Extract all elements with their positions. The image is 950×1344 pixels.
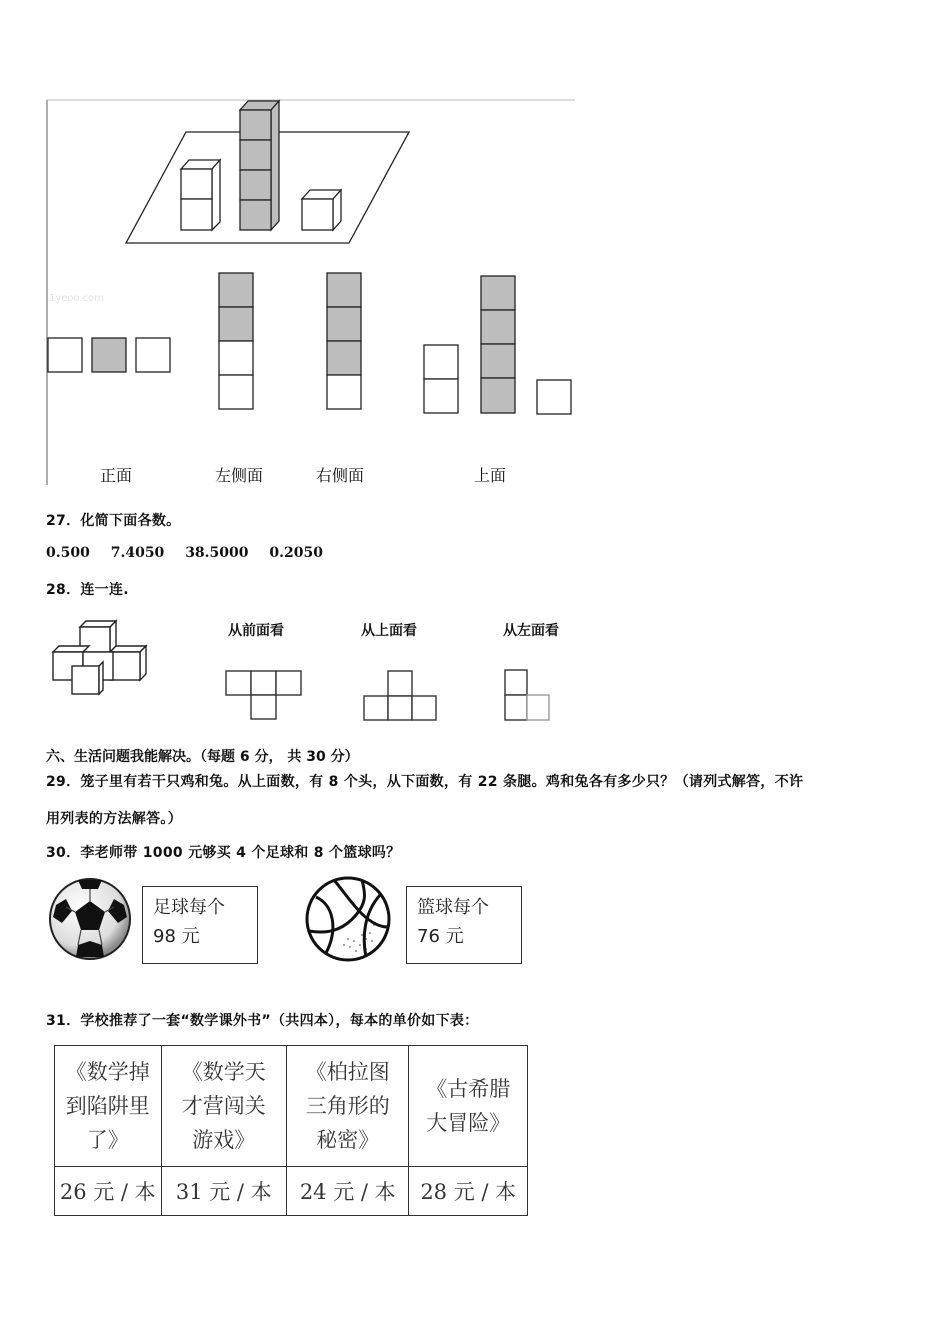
book-price-cell: 28 元 / 本: [409, 1167, 528, 1216]
basketball-icon: [304, 875, 392, 963]
book-title-line: 《数学掉: [65, 1060, 150, 1084]
book-title-line: 游戏》: [192, 1128, 256, 1152]
book-title-line: 到陷阱里: [65, 1094, 150, 1118]
view-left-side: [219, 273, 253, 409]
basketball-price-line2: 76 元: [417, 926, 464, 947]
q27-number: 0.500: [46, 545, 90, 561]
view-label-front: 正面: [100, 466, 133, 485]
q28-label-left: 从左面看: [503, 623, 559, 639]
q28-view-shapes: [220, 665, 565, 730]
book-title-row: [55, 1046, 528, 1167]
q29-line2: 用列表的方法解答。）: [46, 811, 182, 827]
book-title-cell: [287, 1046, 409, 1167]
view-label-left: 左侧面: [215, 466, 264, 485]
football-price-box: [142, 886, 258, 964]
view-right-side: [327, 273, 361, 409]
book-title-line: 了》: [86, 1128, 129, 1152]
q28-label-front: 从前面看: [228, 623, 284, 639]
book-title-line: 才营闯关: [181, 1094, 266, 1118]
book-price-cell: 26 元 / 本: [55, 1167, 162, 1216]
book-title-cell: [161, 1046, 286, 1167]
q28-label-top: 从上面看: [361, 623, 417, 639]
middle-stack: [240, 101, 279, 230]
book-title-cell: [55, 1046, 162, 1167]
football-price-line2: 98 元: [153, 926, 200, 947]
q28-solid-figure: [48, 612, 153, 697]
football-price-line1: 足球每个: [153, 897, 225, 918]
cube-views-figure: [40, 95, 580, 490]
q27-prompt: 27．化简下面各数。: [46, 513, 181, 529]
q29-line1: 29．笼子里有若干只鸡和兔。从上面数，有 8 个头，从下面数，有 22 条腿。鸡和兔各有多少只？（请列式解答，不许: [46, 774, 804, 790]
book-price-cell: 24 元 / 本: [287, 1167, 409, 1216]
q28-prompt: 28．连一连.: [46, 582, 129, 598]
view-label-top: 上面: [474, 466, 507, 485]
left-stack: [181, 160, 220, 230]
soccer-ball-icon: [48, 877, 132, 961]
book-title-line: 三角形的: [305, 1094, 390, 1118]
q27-numbers: [46, 545, 339, 561]
view-top: [424, 276, 571, 414]
q31-prompt: 31．学校推荐了一套“数学课外书”（共四本），每本的单价如下表：: [46, 1013, 479, 1029]
book-title-cell: [409, 1046, 528, 1167]
q27-number: 38.5000: [185, 545, 249, 561]
basketball-price-line1: 篮球每个: [417, 897, 489, 918]
watermark: 1yeoo.com: [49, 293, 105, 304]
book-price-cell: 31 元 / 本: [161, 1167, 286, 1216]
book-title-line: 《柏拉图: [305, 1060, 390, 1084]
q27-number: 7.4050: [110, 545, 165, 561]
view-front: [48, 338, 170, 372]
q30-prompt: 30．李老师带 1000 元够买 4 个足球和 8 个篮球吗？: [46, 845, 401, 861]
basketball-price-box: [406, 886, 522, 964]
book-title-line: 大冒险》: [426, 1111, 511, 1135]
book-price-table: [54, 1045, 528, 1216]
section6-header: 六、生活问题我能解决。（每题 6 分， 共 30 分）: [46, 749, 359, 765]
book-price-row: [55, 1167, 528, 1216]
view-label-right: 右侧面: [316, 466, 365, 485]
book-title-line: 《古希腊: [426, 1077, 511, 1101]
q27-number: 0.2050: [269, 545, 323, 561]
book-title-line: 秘密》: [316, 1128, 380, 1152]
book-title-line: 《数学天: [181, 1060, 266, 1084]
right-cube: [302, 190, 341, 230]
